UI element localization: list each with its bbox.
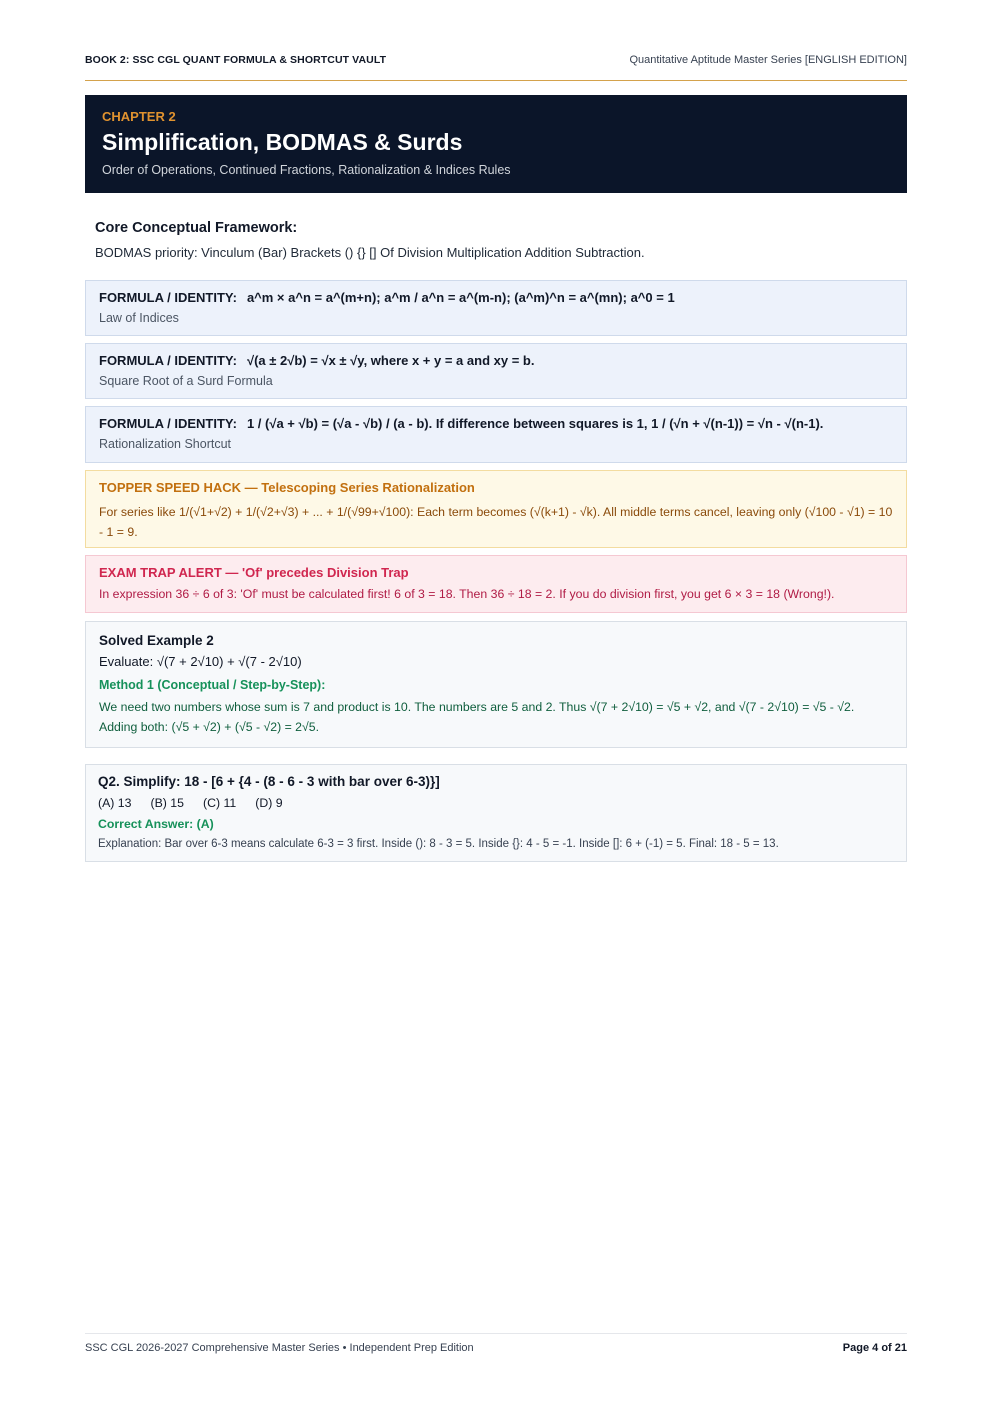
formula-box-rationalization [85, 406, 907, 463]
speed-hack-title: TOPPER SPEED HACK — Telescoping Series Rationalization [99, 480, 475, 495]
formula-label: FORMULA / IDENTITY: [99, 416, 237, 431]
example-title: Solved Example 2 [99, 633, 214, 648]
framework-text: BODMAS priority: Vinculum (Bar) Brackets () {} [] Of Division Multiplication Addition Subtraction. [95, 245, 645, 260]
method-text: We need two numbers whose sum is 7 and product is 10. The numbers are 5 and 2. Thus √(7 + 2√10) = √5 + √2, and √(7 - 2√10) = √5 - √2. Adding both: (√5 + √2) + (√5 - √2) = 2√5. [99, 700, 855, 734]
framework-title: Core Conceptual Framework: [95, 220, 298, 236]
method-title: Method 1 (Conceptual / Step-by-Step): [99, 678, 326, 692]
option-b: (B) 15 [150, 796, 184, 810]
footer-edition: SSC CGL 2026-2027 Comprehensive Master Series • Independent Prep Edition [85, 1342, 474, 1354]
option-c: (C) 11 [203, 796, 237, 810]
header-series-title: Quantitative Aptitude Master Series [ENGLISH EDITION] [629, 54, 907, 66]
exam-trap-box [85, 555, 907, 613]
formula-text: a^m × a^n = a^(m+n); a^m / a^n = a^(m-n); (a^m)^n = a^(mn); a^0 = 1 [246, 290, 675, 305]
question-options [98, 796, 894, 810]
formula-description: Law of Indices [99, 311, 179, 325]
chapter-banner [85, 95, 907, 193]
header-book-title: BOOK 2: SSC CGL QUANT FORMULA & SHORTCUT VAULT [85, 54, 387, 66]
chapter-subtitle: Order of Operations, Continued Fractions, Rationalization & Indices Rules [102, 163, 511, 177]
practice-question-box [85, 764, 907, 862]
page-number: Page 4 of 21 [842, 1342, 907, 1354]
formula-label: FORMULA / IDENTITY: [99, 290, 237, 305]
solved-example-box [85, 621, 907, 748]
formula-text: 1 / (√a + √b) = (√a - √b) / (a - b). If difference between squares is 1, 1 / (√n + √(n-1)) = √n - √(n-1). [246, 416, 824, 431]
chapter-number: CHAPTER 2 [102, 109, 176, 124]
page-header [85, 54, 907, 81]
formula-box-indices [85, 280, 907, 336]
answer-explanation: Explanation: Bar over 6-3 means calculate 6-3 = 3 first. Inside (): 8 - 3 = 5. Inside {}: 4 - 5 = -1. Inside []: 6 + (-1) = 5. Final: 18 - 5 = 13. [98, 838, 779, 850]
chapter-title: Simplification, BODMAS & Surds [102, 129, 463, 155]
exam-trap-text: In expression 36 ÷ 6 of 3: 'Of' must be calculated first! 6 of 3 = 18. Then 36 ÷ 18 = 2. If you do division first, you get 6 × 3 = 18 (Wrong!). [99, 587, 835, 601]
option-d: (D) 9 [255, 796, 283, 810]
question-title: Q2. Simplify: 18 - [6 + {4 - (8 - 6 - 3 with bar over 6-3)}] [98, 774, 440, 789]
correct-answer: Correct Answer: (A) [98, 817, 214, 831]
core-framework [95, 220, 907, 260]
speed-hack-box [85, 470, 907, 548]
exam-trap-title: EXAM TRAP ALERT — 'Of' precedes Division Trap [99, 565, 409, 580]
formula-text: √(a ± 2√b) = √x ± √y, where x + y = a and xy = b. [246, 353, 535, 368]
formula-description: Rationalization Shortcut [99, 437, 232, 451]
formula-description: Square Root of a Surd Formula [99, 374, 273, 388]
page-footer [85, 1333, 907, 1354]
option-a: (A) 13 [98, 796, 132, 810]
formula-label: FORMULA / IDENTITY: [99, 353, 237, 368]
example-question: Evaluate: √(7 + 2√10) + √(7 - 2√10) [99, 654, 302, 669]
speed-hack-text: For series like 1/(√1+√2) + 1/(√2+√3) + ... + 1/(√99+√100): Each term becomes (√(k+1) - √k). All middle terms cancel, leaving only (√100 - √1) = 10 - 1 = 9. [99, 505, 893, 539]
formula-box-surd-root [85, 343, 907, 399]
